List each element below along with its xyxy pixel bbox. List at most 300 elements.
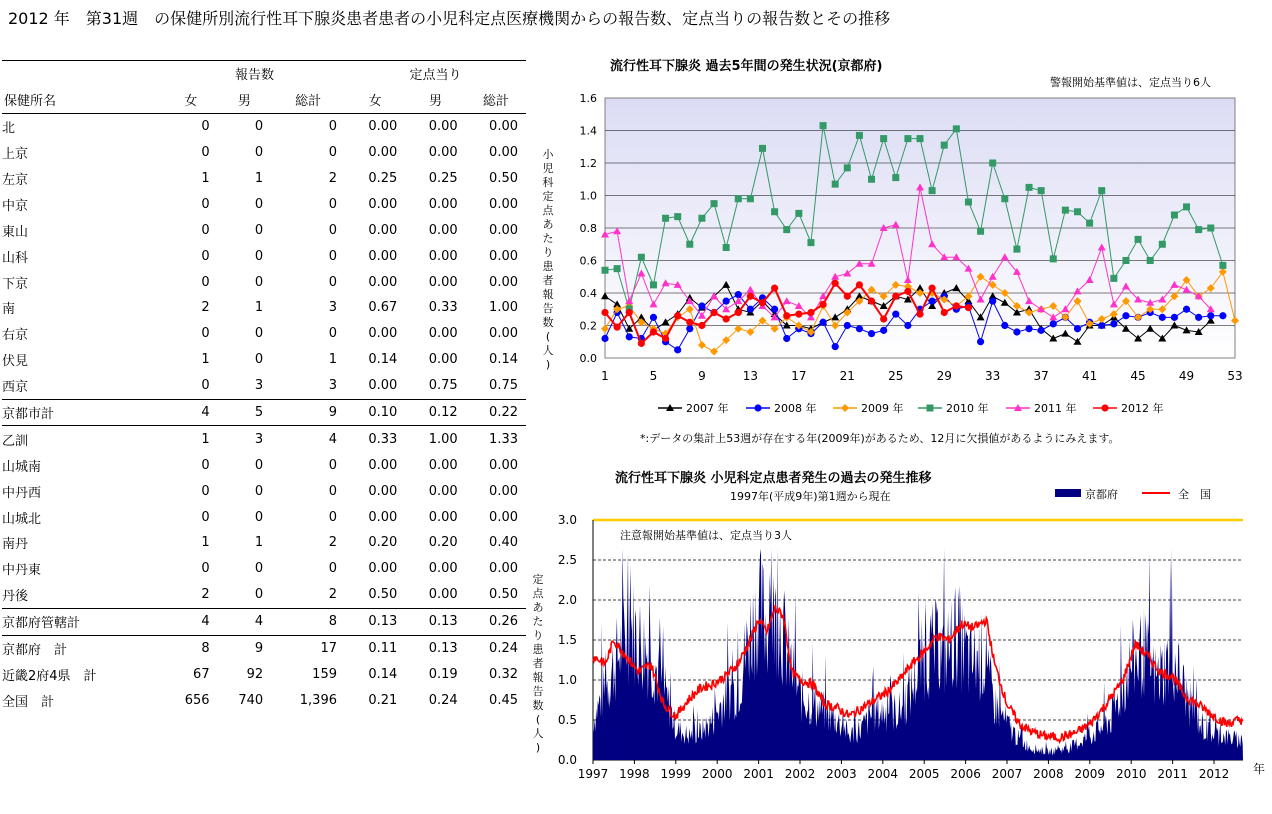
- column-header: 総計: [271, 87, 345, 113]
- data-point: [710, 309, 717, 316]
- row-name: 南丹: [2, 537, 29, 553]
- row-value: 3: [328, 378, 337, 394]
- row-value: 0.00: [428, 248, 458, 264]
- row-value: 0: [201, 145, 210, 161]
- x-tick-label: 41: [1081, 369, 1098, 383]
- row-value: 0.00: [368, 248, 398, 264]
- legend-label: 2011 年: [1034, 402, 1077, 415]
- y-axis-label: あ: [532, 601, 544, 614]
- row-value: 0.12: [405, 399, 465, 426]
- row-value: 0: [254, 274, 264, 290]
- row-value: 0: [254, 509, 264, 525]
- row-value: 0.75: [428, 378, 458, 394]
- row-value: 0.00: [489, 509, 518, 525]
- data-point: [723, 298, 730, 305]
- row-value: 0.00: [368, 145, 398, 161]
- table-row: [2, 530, 526, 556]
- row-name: 京都市計: [2, 399, 164, 426]
- data-point: [783, 312, 790, 319]
- row-value: 9: [218, 635, 272, 661]
- data-point: [916, 311, 923, 318]
- data-point: [1207, 312, 1214, 319]
- data-point: [723, 315, 730, 322]
- row-value: 0: [328, 222, 337, 238]
- y-tick-label: 0.2: [579, 319, 597, 333]
- row-value: 0: [328, 248, 337, 264]
- row-value: 0.00: [428, 196, 458, 212]
- row-value: 0.00: [489, 274, 518, 290]
- row-value: 1.00: [405, 426, 465, 452]
- row-value: 0: [328, 145, 337, 161]
- data-point: [989, 160, 996, 167]
- y-axis-label: 児: [542, 162, 554, 175]
- data-point: [929, 285, 936, 292]
- row-value: 2: [201, 587, 210, 603]
- row-name: 伏見: [2, 354, 29, 370]
- row-value: 0.00: [489, 145, 518, 161]
- y-axis-label: 患: [532, 643, 544, 656]
- y-axis-label: た: [542, 232, 554, 245]
- data-point: [662, 335, 669, 342]
- data-point: [844, 322, 851, 329]
- y-tick-label: 2.5: [557, 553, 577, 567]
- page-title: 2012 年 第31週 の保健所別流行性耳下腺炎患者患者の小児科定点医療機関からの報告数、定点当りの報告数とその推移: [8, 9, 891, 28]
- legend-label: 2008 年: [774, 402, 817, 415]
- x-tick-label: 5: [649, 369, 658, 383]
- row-name: 右京: [2, 328, 29, 344]
- row-value: 9: [271, 399, 345, 426]
- row-value: 0: [201, 509, 210, 525]
- row-value: 0.14: [489, 352, 518, 368]
- row-value: 1: [254, 535, 264, 551]
- y-tick-label: 1.4: [579, 124, 597, 138]
- row-value: 2: [201, 300, 210, 316]
- table-row: [2, 321, 526, 347]
- row-value: 0.00: [428, 274, 458, 290]
- table-row: [2, 140, 526, 166]
- row-value: 3: [218, 426, 272, 452]
- data-point: [1135, 236, 1142, 243]
- row-value: 0: [254, 352, 264, 368]
- data-point: [856, 281, 863, 288]
- y-axis-label: 報: [532, 671, 544, 684]
- row-value: 0.00: [489, 326, 518, 342]
- row-value: 0: [254, 587, 264, 603]
- y-axis-label: (: [545, 330, 551, 343]
- data-point: [892, 174, 899, 181]
- data-point: [626, 333, 633, 340]
- row-value: 0.75: [489, 378, 518, 394]
- row-value: 0.24: [466, 635, 526, 661]
- row-value: 0.22: [466, 399, 526, 426]
- chart-footnote: *:データの集計上53週が存在する年(2009年)があるため、12月に欠損値があるようにみえます。: [640, 432, 1120, 445]
- row-value: 3: [254, 378, 264, 394]
- data-point: [1062, 207, 1069, 214]
- row-name: 京都府 計: [2, 635, 164, 661]
- row-value: 1.00: [489, 300, 518, 316]
- data-point: [698, 215, 705, 222]
- data-point: [795, 210, 802, 217]
- row-value: 0.00: [368, 222, 398, 238]
- legend-label: 全 国: [1178, 488, 1211, 501]
- x-tick-label: 2001: [743, 767, 774, 781]
- data-point: [892, 311, 899, 318]
- data-point: [1050, 320, 1057, 327]
- data-point: [1086, 220, 1093, 227]
- y-tick-label: 0.6: [579, 254, 597, 268]
- column-header: 総計: [466, 87, 526, 113]
- data-point: [1110, 275, 1117, 282]
- data-point: [856, 132, 863, 139]
- column-header: 女: [164, 87, 218, 113]
- row-value: 0: [328, 457, 337, 473]
- row-name: 丹後: [2, 589, 29, 605]
- data-point: [1171, 212, 1178, 219]
- row-value: 0.13: [405, 635, 465, 661]
- data-point: [1038, 187, 1045, 194]
- row-value: 0.00: [428, 352, 458, 368]
- data-point: [1013, 328, 1020, 335]
- row-value: 1: [254, 300, 264, 316]
- data-point: [832, 280, 839, 287]
- data-point: [917, 135, 924, 142]
- x-tick-label: 2007: [991, 767, 1023, 781]
- row-name: 全国 計: [2, 694, 55, 710]
- x-tick-label: 33: [985, 369, 1001, 383]
- row-value: 2: [328, 587, 337, 603]
- data-point: [1122, 257, 1129, 264]
- data-point: [686, 241, 693, 248]
- data-point: [977, 338, 984, 345]
- row-name: 西京: [2, 380, 29, 396]
- data-point: [771, 285, 778, 292]
- chart-title: 流行性耳下腺炎 過去5年間の発生状況(京都府): [610, 59, 883, 74]
- row-value: 656: [184, 692, 210, 708]
- data-point: [614, 265, 621, 272]
- row-value: 1,396: [299, 692, 337, 708]
- y-axis-label: た: [532, 615, 544, 628]
- table-group-header-row: [2, 61, 526, 87]
- row-name: 南: [2, 302, 16, 318]
- row-value: 0: [201, 222, 210, 238]
- row-value: 67: [193, 666, 210, 682]
- y-tick-label: 1.0: [557, 673, 577, 687]
- row-value: 0.67: [368, 300, 398, 316]
- table-row: [2, 191, 526, 217]
- y-axis-label: あ: [542, 218, 554, 231]
- data-point: [686, 319, 693, 326]
- x-tick-label: 2005: [908, 767, 940, 781]
- x-tick-label: 9: [698, 369, 706, 383]
- data-point: [904, 135, 911, 142]
- data-point: [892, 293, 899, 300]
- row-value: 0.10: [345, 399, 405, 426]
- row-name: 上京: [2, 147, 29, 163]
- row-value: 0.00: [428, 145, 458, 161]
- x-tick-label: 2003: [826, 767, 857, 781]
- x-tick-label: 2009: [1074, 767, 1106, 781]
- data-point: [783, 335, 790, 342]
- row-name: 山科: [2, 250, 29, 266]
- row-value: 0.19: [428, 666, 458, 682]
- row-value: 0.50: [489, 171, 518, 186]
- data-point: [754, 404, 761, 411]
- row-name: 中丹東: [2, 563, 42, 579]
- data-point: [927, 405, 934, 412]
- data-point: [819, 319, 826, 326]
- data-point: [819, 301, 826, 308]
- data-point: [904, 322, 911, 329]
- row-value: 5: [218, 399, 272, 426]
- row-value: 0.13: [405, 608, 465, 635]
- row-value: 1: [201, 535, 210, 551]
- data-point: [807, 239, 814, 246]
- y-axis-label: 者: [542, 274, 554, 287]
- data-point: [856, 325, 863, 332]
- row-value: 0.00: [368, 119, 398, 135]
- threshold-label: 注意報開始基準値は、定点当り3人: [620, 529, 792, 542]
- data-point: [686, 325, 693, 332]
- row-value: 0.25: [368, 171, 398, 186]
- data-point: [1183, 306, 1190, 313]
- data-point: [1195, 314, 1202, 321]
- row-value: 0: [254, 483, 264, 499]
- y-tick-label: 0.4: [579, 287, 597, 300]
- data-point: [953, 302, 960, 309]
- chart-title: 流行性耳下腺炎 小児科定点患者発生の過去の発生推移: [615, 471, 932, 486]
- row-value: 0.13: [345, 608, 405, 635]
- y-axis-label: 告: [532, 685, 544, 698]
- row-value: 0: [328, 483, 337, 499]
- row-value: 0: [328, 119, 337, 135]
- row-value: 8: [271, 608, 345, 635]
- x-tick-label: 13: [742, 369, 759, 383]
- data-point: [638, 254, 645, 261]
- row-value: 0.20: [428, 535, 458, 551]
- data-point: [1013, 246, 1020, 253]
- data-point: [747, 293, 754, 300]
- data-point: [904, 288, 911, 295]
- x-tick-label: 45: [1130, 369, 1146, 383]
- table-header-row: [2, 87, 526, 113]
- row-name: 近畿2府4県 計: [2, 668, 97, 684]
- x-tick-label: 2002: [784, 767, 816, 781]
- y-axis-label: 数: [532, 699, 544, 712]
- row-value: 0.00: [489, 457, 518, 473]
- row-value: 2: [328, 535, 337, 551]
- y-tick-label: 0.0: [557, 753, 577, 767]
- data-point: [868, 298, 875, 305]
- row-value: 1: [164, 426, 218, 452]
- y-tick-label: 1.6: [579, 92, 597, 105]
- column-header: 男: [218, 87, 272, 113]
- row-name: 中丹西: [2, 485, 42, 501]
- y-axis-label: 定: [532, 573, 544, 586]
- y-axis-label: 点: [532, 587, 544, 600]
- data-point: [1183, 203, 1190, 210]
- row-value: 0: [254, 119, 264, 135]
- row-value: 0.14: [368, 666, 398, 682]
- row-value: 1: [201, 352, 210, 368]
- row-value: 0: [201, 119, 210, 135]
- data-point: [868, 330, 875, 337]
- x-axis-label: 年: [1253, 762, 1266, 776]
- row-value: 0.00: [489, 222, 518, 238]
- row-value: 0.00: [368, 274, 398, 290]
- legend-swatch: [1055, 489, 1081, 497]
- row-value: 0.00: [428, 457, 458, 473]
- data-point: [1171, 314, 1178, 321]
- table-row: [2, 269, 526, 295]
- y-axis-label: (: [535, 713, 541, 726]
- y-axis-label: ): [545, 358, 551, 371]
- table-row: [2, 608, 526, 635]
- row-value: 0.00: [489, 561, 518, 577]
- y-axis-label: り: [542, 246, 554, 259]
- table-row: [2, 347, 526, 373]
- x-tick-label: 2012: [1198, 767, 1230, 781]
- data-point: [759, 145, 766, 152]
- data-point: [674, 213, 681, 220]
- y-axis-label: 患: [542, 260, 554, 273]
- row-value: 17: [271, 635, 345, 661]
- data-point: [735, 195, 742, 202]
- data-point: [1001, 195, 1008, 202]
- table-row: [2, 113, 526, 139]
- row-value: 0: [201, 326, 210, 342]
- x-tick-label: 37: [1033, 369, 1049, 383]
- column-header: 男: [405, 87, 465, 113]
- data-point: [868, 176, 875, 183]
- column-header: 女: [345, 87, 405, 113]
- row-value: 0.00: [428, 119, 458, 135]
- data-point: [674, 312, 681, 319]
- x-tick-label: 49: [1178, 369, 1195, 383]
- data-point: [650, 281, 657, 288]
- y-tick-label: 0.5: [557, 713, 577, 727]
- five-year-line-chart: [530, 50, 1272, 450]
- table-row: [2, 217, 526, 243]
- row-value: 0: [328, 274, 337, 290]
- data-point: [747, 306, 754, 313]
- data-point: [989, 298, 996, 305]
- data-point: [1159, 314, 1166, 321]
- chart-subtitle: 1997年(平成9年)第1週から現在: [730, 490, 891, 503]
- data-point: [832, 343, 839, 350]
- y-axis-label: 科: [542, 176, 554, 189]
- report-table: [2, 60, 526, 713]
- row-name: 下京: [2, 276, 29, 292]
- x-tick-label: 2008: [1033, 767, 1064, 781]
- row-value: 0: [201, 196, 210, 212]
- row-value: 159: [312, 666, 337, 682]
- y-tick-label: 1.5: [557, 633, 577, 647]
- y-axis-label: 報: [542, 288, 554, 301]
- row-value: 1.33: [466, 426, 526, 452]
- row-value: 0: [254, 457, 264, 473]
- row-value: 0: [254, 248, 264, 264]
- table-row: [2, 243, 526, 269]
- row-value: 0: [328, 509, 337, 525]
- row-value: 0: [201, 457, 210, 473]
- row-value: 0.00: [489, 196, 518, 212]
- x-tick-label: 2006: [950, 767, 981, 781]
- row-name: 山城北: [2, 511, 42, 527]
- y-tick-label: 1.2: [579, 157, 597, 170]
- data-point: [1026, 184, 1033, 191]
- data-point: [1001, 322, 1008, 329]
- data-point: [880, 315, 887, 322]
- data-point: [601, 309, 608, 316]
- table-row: [2, 687, 526, 713]
- data-point: [747, 195, 754, 202]
- legend-label: 2009 年: [861, 402, 904, 415]
- row-value: 0: [201, 378, 210, 394]
- row-value: 0: [328, 561, 337, 577]
- table-row: [2, 452, 526, 478]
- row-value: 0.00: [428, 222, 458, 238]
- row-value: 0: [254, 222, 264, 238]
- row-value: 0.00: [428, 483, 458, 499]
- row-name: 東山: [2, 224, 29, 240]
- data-point: [1074, 325, 1081, 332]
- data-point: [1038, 327, 1045, 334]
- data-point: [929, 298, 936, 305]
- y-tick-label: 0.0: [579, 352, 597, 365]
- row-value: 0.21: [368, 692, 398, 708]
- data-point: [965, 199, 972, 206]
- row-value: 0.00: [428, 561, 458, 577]
- y-axis-label: 定: [542, 190, 554, 203]
- data-point: [1195, 226, 1202, 233]
- row-value: 0.40: [489, 535, 518, 551]
- legend-label: 2012 年: [1121, 402, 1164, 415]
- x-tick-label: 2000: [701, 767, 733, 781]
- data-point: [941, 142, 948, 149]
- row-value: 0.00: [489, 483, 518, 499]
- row-value: 0.45: [489, 692, 518, 708]
- table-row: [2, 373, 526, 399]
- data-point: [832, 181, 839, 188]
- data-point: [771, 306, 778, 313]
- row-value: 0.00: [368, 457, 398, 473]
- data-point: [1219, 262, 1226, 269]
- row-value: 0.20: [368, 535, 398, 551]
- row-value: 0: [254, 145, 264, 161]
- row-name: 山城南: [2, 459, 42, 475]
- y-tick-label: 1.0: [579, 189, 597, 203]
- row-value: 92: [246, 666, 264, 682]
- row-value: 1: [201, 171, 210, 186]
- row-value: 0: [254, 561, 264, 577]
- table-row: [2, 295, 526, 321]
- x-tick-label: 25: [888, 369, 904, 383]
- group-header-reports: 報告数: [164, 61, 345, 87]
- x-tick-label: 17: [791, 369, 807, 383]
- data-point: [638, 340, 645, 347]
- row-value: 2: [328, 171, 337, 186]
- row-value: 0: [254, 196, 264, 212]
- alert-note: 警報開始基準値は、定点当り6人: [1050, 76, 1211, 89]
- row-value: 0.00: [368, 483, 398, 499]
- y-tick-label: 2.0: [557, 593, 577, 607]
- group-header-per-site: 定点当り: [345, 61, 526, 87]
- data-point: [841, 404, 849, 412]
- data-point: [626, 309, 633, 316]
- data-point: [844, 164, 851, 171]
- data-point: [602, 267, 609, 274]
- row-name: 左京: [2, 173, 29, 188]
